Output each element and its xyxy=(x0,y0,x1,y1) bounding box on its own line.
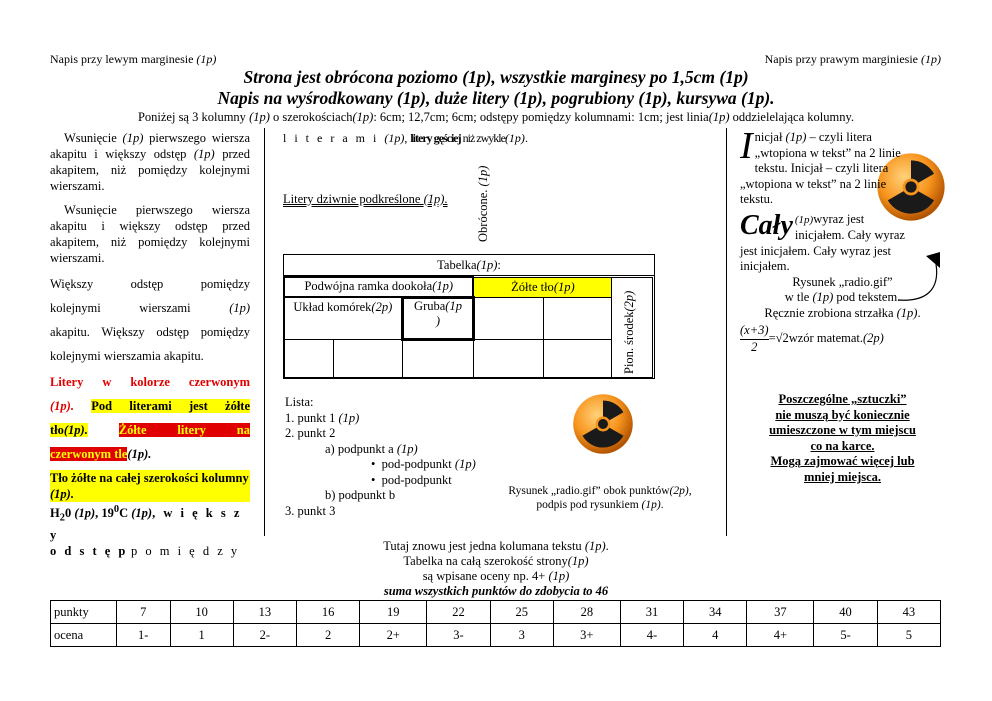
thick-border-cell: Gruba(1p ) xyxy=(403,297,474,339)
empty-cell xyxy=(543,339,612,377)
page-title-line1: Strona jest obrócona poziomo (1p), wszystkie marginesy po 1,5cm (1p) xyxy=(243,67,749,87)
list-item: b) podpunkt b xyxy=(325,488,396,502)
yellow-line-3: czerwonym tle(1p). xyxy=(50,447,152,461)
wide-line-1: Większy odstęp pomiędzy xyxy=(50,277,250,291)
spaced-letters-line: l i t e r a m i (1p), litery gęściej niż zwykle(1p). xyxy=(283,131,528,145)
yellow-line-2: tło(1p). Żółte litery na xyxy=(50,423,250,437)
inner-table-caption: Tabelka(1p): xyxy=(284,255,654,276)
nested-list xyxy=(285,395,476,519)
page-title-line2: Napis na wyśrodkowany (1p), duże litery (1p), pogrubiony (1p), kursywa (1p). xyxy=(217,88,775,108)
underlined-text: Litery dziwnie podkreślone (1p). xyxy=(283,192,448,206)
layout-cell: Układ komórek(2p) xyxy=(284,297,403,339)
note-block: Poszczególne „sztuczki” nie muszą być koniecznie umieszczone w tym miejscu co na karce. Mogą zajmować więcej lub mniej miejsca. xyxy=(769,392,916,484)
radio-bg-caption: Rysunek „radio.gif” w tle (1p) pod tekstem. Ręcznie zrobiona strzałka (1p). xyxy=(764,274,921,320)
empty-cell xyxy=(543,297,612,339)
red-text: Litery w kolorze czerwonym xyxy=(50,375,250,389)
right-margin-label: Napis przy prawym marginiesie (1p) xyxy=(764,52,941,66)
radiation-icon xyxy=(572,393,634,455)
left-margin-label: Napis przy lewym marginesie (1p) xyxy=(50,52,217,66)
empty-cell xyxy=(403,339,474,377)
yellow-cell: Żółte tło(1p) xyxy=(473,277,611,297)
list-item: • pod-podpunkt xyxy=(371,472,452,487)
list-title: Lista: xyxy=(285,395,314,409)
big-initial-word: Cały xyxy=(740,209,793,241)
list-item: • pod-podpunkt (1p) xyxy=(371,457,476,471)
paragraph-indent-2: Wsunięcie pierwszego wiersza akapitu i większy odstęp przed akapitem, niż pomiędzy kolejnymi wierszami. xyxy=(50,203,250,265)
right-column xyxy=(740,125,945,355)
wide-line-3: akapitu. Większy odstęp pomiędzy xyxy=(50,325,250,339)
wide-line-4: kolejnymi wierszamia akapitu. xyxy=(50,349,204,363)
empty-cell xyxy=(284,339,334,377)
vcenter-label: Pion. środek(2p) xyxy=(622,290,637,374)
full-yellow-block: Tło żółte na całej szerokości kolumny (1p). xyxy=(50,471,249,501)
drop-cap-paragraph: I nicjał (1p) – czyli litera „wtopiona w tekst” na 2 linie tekstu. Inicjał – czyli litera „wtopiona w tekst” na 2 linie tekstu. xyxy=(740,125,901,206)
empty-cell xyxy=(473,339,543,377)
column-divider-left xyxy=(264,128,265,536)
column-description: Poniżej są 3 kolumny (1p) o szerokościach(1p): 6cm; 12,7cm; 6cm; odstępy pomiędzy kolumnami: 1cm; jest linia(1p) oddzielelająca kolumny. xyxy=(137,110,855,124)
list-item: 3. punkt 3 xyxy=(285,503,336,518)
yellow-line-1: (1p). Pod literami jest żółte xyxy=(50,399,251,413)
empty-cell xyxy=(334,339,403,377)
list-item: 1. punkt 1 (1p) xyxy=(285,410,360,425)
left-column xyxy=(50,130,250,559)
column-divider-right xyxy=(726,128,727,536)
double-frame-cell: Podwójna ramka dookoła(1p) xyxy=(284,277,473,297)
drop-cap: I xyxy=(740,125,753,167)
grades-table xyxy=(50,600,941,647)
wide-line-2: kolejnymi wierszami (1p) xyxy=(50,301,251,315)
paragraph-indent: Wsunięcie (1p) pierwszego wiersza akapitu i większy odstęp (1p) przed akapitem, niż pomiędzy kolejnymi wierszami. xyxy=(50,131,250,193)
paragraph-wide-spacing xyxy=(50,272,250,368)
colored-paragraph xyxy=(50,370,250,466)
picture-caption: Rysunek „radio.gif” obok punktów(2p), podpis pod rysunkiem (1p). xyxy=(508,485,692,511)
list-item: a) podpunkt a (1p) xyxy=(325,441,418,456)
curved-arrow-icon xyxy=(896,250,946,306)
list-item: 2. punkt 2 xyxy=(285,426,336,440)
table-row: ocena 1- 1 2- 2 2+ 3- 3 3+ 4- 4 4+ 5- 5 xyxy=(51,624,941,647)
rotated-text: Obrócone. (1p) xyxy=(476,165,490,242)
table-row: punkty 7 10 13 16 19 22 25 28 31 34 37 40 43 xyxy=(51,601,941,624)
empty-cell xyxy=(473,297,543,339)
chem-formula-line: $H_20$ (1p), $19^0C$ (1p), w i ę k s z y xyxy=(50,504,242,542)
math-formula: $\frac{(x+3)}{2}$ =√2 wzór matemat. (2p) xyxy=(740,323,884,354)
big-word-paragraph: Cały (1p)wyraz jest inicjałem. Cały wyraz jest inicjałem. Cały wyraz jest inicjałem. xyxy=(740,209,905,273)
inner-table-frame xyxy=(283,254,655,379)
spaced-line: o d s t ę p p o m i ę d z y xyxy=(50,543,240,558)
inner-table xyxy=(283,276,653,378)
footer-text: Tutaj znowu jest jedna kolumana tekstu (1p). Tabelka na całą szerokość strony(1p) są wpisane oceny np. 4+ (1p) suma wszystkich punktów do zdobycia to 46 xyxy=(383,539,609,598)
vcenter-cell xyxy=(612,277,653,377)
